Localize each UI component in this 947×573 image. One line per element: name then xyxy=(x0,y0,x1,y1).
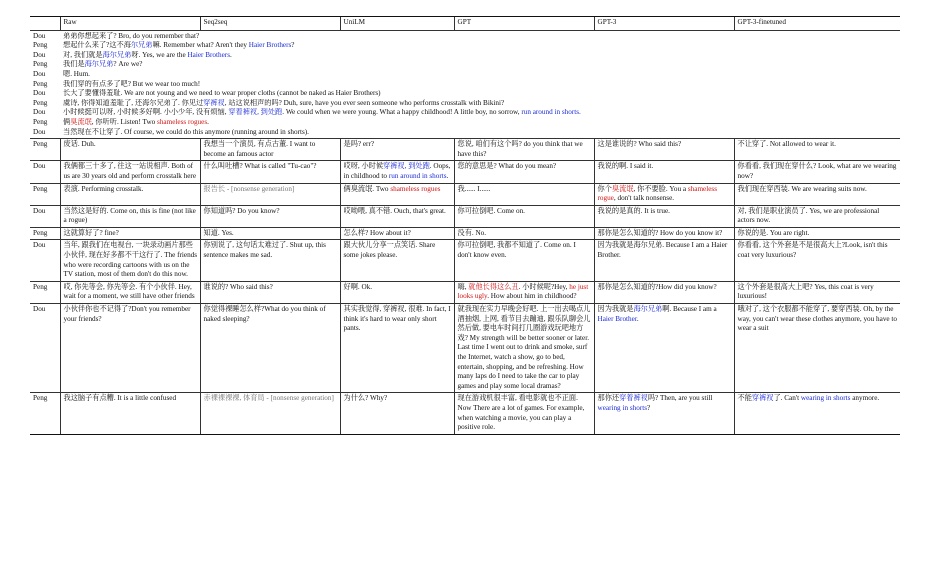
text-fragment: 那你还 xyxy=(597,394,620,403)
text-fragment: , 站这说相声的吗? Duh, sure, have you ever seen someone who performs crosstalk with Bikini? xyxy=(224,98,505,107)
speaker-label: Peng xyxy=(30,139,60,161)
text-fragment: 了. Can't xyxy=(773,394,801,403)
speaker-label: Dou xyxy=(33,50,46,59)
text-fragment: 我这脑子有点糟. It is a little confused xyxy=(63,394,177,403)
response-cell-gpt xyxy=(454,227,594,240)
response-cell-gpt xyxy=(454,183,594,205)
context-line xyxy=(63,99,898,109)
response-cell-gpt xyxy=(454,161,594,183)
text-fragment: 你别说了, 这句话太难过了. Shut up, this sentence makes me sad. xyxy=(203,241,326,260)
speaker-label: Dou xyxy=(30,240,60,281)
response-cell-gpt-3-finetuned xyxy=(734,240,900,281)
text-fragment: 你可拉倒吧, 我都不知道了. Come on. I don't know even. xyxy=(457,241,576,260)
text-fragment: 这个外套是很高大上吧? Yes, this coat is very luxurious! xyxy=(737,282,874,301)
text-fragment: 不能 xyxy=(737,394,752,403)
context-line xyxy=(63,128,898,138)
column-header: UniLM xyxy=(340,17,454,31)
response-cell-unilm xyxy=(340,183,454,205)
speaker-label: Dou xyxy=(33,69,46,78)
text-fragment: 我说的啊. I said it. xyxy=(597,162,654,171)
context-lines xyxy=(60,30,900,139)
text-fragment: 好啊. Ok. xyxy=(343,282,373,291)
column-header: Raw xyxy=(60,17,200,31)
response-cell-raw xyxy=(60,227,200,240)
response-cell-raw xyxy=(60,183,200,205)
text-fragment: run around in shorts. xyxy=(521,108,581,117)
table-row xyxy=(30,183,900,205)
text-fragment: 俩臭流氓. Two xyxy=(343,184,391,193)
text-fragment: 报告长 - [nonsense generation] xyxy=(203,184,295,193)
text-fragment: Haier Brother xyxy=(597,314,637,323)
response-cell-raw xyxy=(60,281,200,303)
text-fragment: 呀. Yes, we are the xyxy=(131,50,188,59)
text-fragment: 就他长得这么丑 xyxy=(468,282,519,291)
context-line xyxy=(63,70,898,80)
text-fragment: 知道. Yes. xyxy=(203,228,234,237)
text-fragment: 那你是怎么知道的?How did you know? xyxy=(597,282,717,291)
text-fragment: shameless rogues xyxy=(390,184,441,193)
text-fragment: ? xyxy=(647,403,651,412)
response-cell-gpt xyxy=(454,139,594,161)
table-header-row xyxy=(30,17,900,31)
text-fragment: 其实我觉得, 穿裤衩, 很难. In fact, I think it's hard to wear only short pants. xyxy=(343,305,451,333)
table-row xyxy=(30,281,900,303)
text-fragment: 我想当一个演员, 有点古董. I want to become an famous actor xyxy=(203,140,316,158)
column-header: GPT-3 xyxy=(594,17,734,31)
text-fragment: 怎么样? How about it? xyxy=(343,228,411,237)
text-fragment: 对, 我们是职业演员了. Yes, we are professional actors now. xyxy=(737,206,880,225)
text-fragment: 我们是 xyxy=(63,60,85,69)
text-fragment: 穿裤衩 xyxy=(751,394,774,403)
response-cell-unilm xyxy=(340,139,454,161)
response-cell-raw xyxy=(60,393,200,434)
text-fragment: 我们现在穿西装. We are wearing suits now. xyxy=(737,184,867,193)
text-fragment: 废话. Duh. xyxy=(63,140,96,149)
context-line xyxy=(63,32,898,42)
response-cell-gpt-3 xyxy=(594,183,734,205)
text-fragment: 臭流氓 xyxy=(611,184,634,193)
response-cell-gpt-3-finetuned xyxy=(734,183,900,205)
text-fragment: 哎呀, 小时候 xyxy=(343,162,384,171)
text-fragment: 尔兄弟 xyxy=(130,41,153,50)
header-speaker-cell xyxy=(30,17,60,31)
text-fragment: 现在游戏机很丰富, 看电影就也不正面. Now There are a lot of games. For example, when watching a movie, you can play a positive role. xyxy=(457,394,585,432)
table-row xyxy=(30,304,900,393)
response-cell-unilm xyxy=(340,227,454,240)
response-cell-gpt-3 xyxy=(594,240,734,281)
response-cell-unilm xyxy=(340,240,454,281)
text-fragment: 海尔兄弟 xyxy=(633,305,663,314)
table-row xyxy=(30,161,900,183)
text-fragment: 小时候挺可以呀, 小时候多好啊. 小小少年, 没有烦恼, xyxy=(63,108,229,117)
column-header: GPT xyxy=(454,17,594,31)
response-cell-seq2seq xyxy=(200,240,340,281)
context-line xyxy=(63,41,898,51)
speaker-label: Peng xyxy=(30,393,60,434)
response-cell-raw xyxy=(60,240,200,281)
speaker-label: Peng xyxy=(30,183,60,205)
response-cell-gpt-3 xyxy=(594,304,734,393)
text-fragment: 我说的是真的. It is true. xyxy=(597,206,670,215)
text-fragment: 你知道吗? Do you know? xyxy=(203,206,280,215)
text-fragment: 没有. No. xyxy=(457,228,487,237)
speaker-label: Peng xyxy=(33,60,48,69)
speaker-label: Peng xyxy=(33,98,48,107)
text-fragment: 因为我就是 xyxy=(597,305,634,314)
table-row xyxy=(30,393,900,434)
text-fragment: 是吗? err? xyxy=(343,140,375,149)
text-fragment: 为什么? Why? xyxy=(343,394,388,403)
text-fragment: 海尔兄弟 xyxy=(84,60,114,69)
response-cell-seq2seq xyxy=(200,205,340,227)
column-header: GPT-3-finetuned xyxy=(734,17,900,31)
text-fragment: . xyxy=(207,117,209,126)
table-row xyxy=(30,240,900,281)
text-fragment: shameless rogue xyxy=(597,184,718,203)
response-cell-seq2seq xyxy=(200,183,340,205)
speaker-label: Dou xyxy=(33,127,46,136)
response-cell-seq2seq xyxy=(200,161,340,183)
response-cell-seq2seq xyxy=(200,393,340,434)
text-fragment: ? xyxy=(291,41,295,50)
text-fragment: 你觉得裸睡怎么样?What do you think of naked sleeping? xyxy=(203,305,326,323)
text-fragment: 穿裤衩, 到处跑 xyxy=(383,162,430,171)
response-cell-gpt xyxy=(454,304,594,393)
speaker-label: Dou xyxy=(30,205,60,227)
response-cell-gpt-3-finetuned xyxy=(734,139,900,161)
text-fragment: 你看看, 我们现在穿什么? Look, what are we wearing now? xyxy=(737,162,897,180)
text-fragment: 哎呦喂, 真不错. Ouch, that's great. xyxy=(343,206,446,215)
response-cell-gpt-3-finetuned xyxy=(734,205,900,227)
text-fragment: 当然现在不让穿了. Of course, we could do this anymore (running around in shorts). xyxy=(63,127,309,136)
column-header: Seq2seq xyxy=(200,17,340,31)
text-fragment: 当年, 跟我们在电视台, 一块录动画片那些小伙伴, 现在好多都不干这行了. The friends who were recording cartoons with us on the TV station, most of them don't do this now. xyxy=(63,241,198,279)
text-fragment: 我们穿的有点多了吧? But we wear too much! xyxy=(63,79,201,88)
response-cell-gpt xyxy=(454,393,594,434)
text-fragment: 不让穿了. Not allowed to wear it. xyxy=(737,140,836,149)
text-fragment: 嗯. Hum. xyxy=(63,69,90,78)
text-fragment: . xyxy=(446,171,449,180)
text-fragment: shameless rogues xyxy=(157,117,208,126)
context-speakers xyxy=(30,30,60,139)
speaker-label: Peng xyxy=(30,281,60,303)
response-cell-gpt-3-finetuned xyxy=(734,281,900,303)
text-fragment: , 你听听. Listen! Two xyxy=(91,117,158,126)
response-cell-seq2seq xyxy=(200,304,340,393)
speaker-label: Dou xyxy=(33,31,46,40)
text-fragment: 因为我就是海尔兄弟. Because I am a Haier Brother. xyxy=(597,241,728,260)
text-fragment: 你个 xyxy=(597,184,612,193)
text-fragment: 穿着裤衩, 到处跑 xyxy=(228,108,283,117)
text-fragment: 对, 我们就是 xyxy=(63,50,103,59)
text-fragment: 啊. Because I am a xyxy=(662,305,717,314)
response-cell-seq2seq xyxy=(200,227,340,240)
context-line xyxy=(63,51,898,61)
response-cell-gpt-3 xyxy=(594,161,734,183)
text-fragment: 当然这是好的. Come on, this is fine (not like a rogue) xyxy=(63,206,196,225)
response-cell-gpt-3-finetuned xyxy=(734,304,900,393)
response-cell-unilm xyxy=(340,281,454,303)
text-fragment: 嗨, xyxy=(457,282,469,291)
text-fragment: 什么叫吐槽? What is called "Tu-cao"? xyxy=(203,162,317,171)
response-cell-raw xyxy=(60,161,200,183)
response-cell-gpt-3 xyxy=(594,393,734,434)
response-cell-raw xyxy=(60,139,200,161)
speaker-label: Peng xyxy=(33,41,48,50)
context-line xyxy=(63,89,898,99)
response-cell-seq2seq xyxy=(200,139,340,161)
text-fragment: 这是谁说的? Who said this? xyxy=(597,140,682,149)
response-cell-gpt-3-finetuned xyxy=(734,227,900,240)
text-fragment: 长大了要懂得羞耻. We are not young and we need to wear proper cloths (cannot be naked as Haier Brothers) xyxy=(63,89,381,98)
speaker-label: Dou xyxy=(30,304,60,393)
response-cell-unilm xyxy=(340,393,454,434)
response-cell-gpt-3 xyxy=(594,281,734,303)
response-cell-unilm xyxy=(340,304,454,393)
response-cell-seq2seq xyxy=(200,281,340,303)
text-fragment: 我俩都三十多了, 往这一站说相声. Both of us are 30 years old and perform crosstalk here xyxy=(63,162,197,180)
context-line xyxy=(63,108,898,118)
speaker-label: Dou xyxy=(33,89,46,98)
response-cell-gpt xyxy=(454,281,594,303)
text-fragment: 跟大伙儿分享一点笑话. Share some jokes please. xyxy=(343,241,436,260)
text-fragment: 嘛. Remember what? Aren't they xyxy=(152,41,249,50)
text-fragment: , don't talk nonsense. xyxy=(613,194,675,203)
text-fragment: 谁说的? Who said this? xyxy=(203,282,273,291)
text-fragment: 哎, 你先等会, 你先等会. 有个小伙伴. Hey, wait for a moment, we still have other friends xyxy=(63,282,195,301)
text-fragment: . We could when we were young. What a happy childhood! A little boy, no sorrow, xyxy=(282,108,522,117)
dialogue-comparison-table xyxy=(30,16,900,435)
context-line xyxy=(63,80,898,90)
text-fragment: . Oops, in childhood to xyxy=(343,162,451,180)
text-fragment: 你说的是. You are right. xyxy=(737,228,810,237)
text-fragment: 那你是怎么知道的? How do you know it? xyxy=(597,228,723,237)
text-fragment: 表演. Performing crosstalk. xyxy=(63,184,144,193)
text-fragment: wearing in shorts xyxy=(800,394,851,403)
text-fragment: 我...... I...... xyxy=(457,184,491,193)
table-row xyxy=(30,205,900,227)
response-cell-gpt xyxy=(454,205,594,227)
text-fragment: he just looks ugly xyxy=(457,282,589,301)
text-fragment: , 你不要脸. You a xyxy=(633,184,688,193)
response-cell-unilm xyxy=(340,205,454,227)
response-cell-unilm xyxy=(340,161,454,183)
text-fragment: 吗? Then, are you still xyxy=(647,394,713,403)
text-fragment: 小伙伴你也不记得了?Don't you remember your friends? xyxy=(63,305,191,323)
text-fragment: 你看看, 这个外套是不是很高大上?Look, isn't this coat very luxurious? xyxy=(737,241,888,260)
context-line xyxy=(63,60,898,70)
text-fragment: anymore. xyxy=(850,394,880,403)
text-fragment: 臭流氓 xyxy=(70,117,92,126)
response-cell-gpt-3-finetuned xyxy=(734,161,900,183)
text-fragment: . How about him in childhood? xyxy=(487,292,577,301)
response-cell-raw xyxy=(60,205,200,227)
speaker-label: Peng xyxy=(33,117,48,126)
speaker-label: Dou xyxy=(33,108,46,117)
text-fragment: 穿着裤衩 xyxy=(619,394,648,403)
text-fragment: 虞诗, 你得知道羞耻了, 还海尔兄弟了. 你见过 xyxy=(63,98,204,107)
text-fragment: 赤裸裸裸裸, 体育局 - [nonsense generation] xyxy=(203,394,334,403)
text-fragment: 这就算好了? fine? xyxy=(63,228,119,237)
text-fragment: 想起什么来了?这不海 xyxy=(63,41,131,50)
text-fragment: . xyxy=(636,314,639,323)
table-row xyxy=(30,139,900,161)
text-fragment: 海尔兄弟 xyxy=(102,50,132,59)
speaker-label: Peng xyxy=(30,227,60,240)
text-fragment: wearing in shorts xyxy=(597,403,648,412)
response-cell-gpt xyxy=(454,240,594,281)
context-line xyxy=(63,118,898,128)
response-cell-gpt-3 xyxy=(594,139,734,161)
response-cell-gpt-3-finetuned xyxy=(734,393,900,434)
text-fragment: 就我现在实力早晚会好吧. 上一出去喝点儿酒抽烟, 上网, 看节目去蹦迪, 跟乐队聊会儿然后做, 要电车时间打几圈游戏玩吧地方戏? My strength will be better sooner or later. Last time I went out to drink and smoke, surf the Internet, watch a show, go to bed, entertain, shopping, and be refreshing. How many laps do I need to take the car to play games and play some local dramas? xyxy=(457,305,591,390)
dialogue-context-row xyxy=(30,30,900,139)
response-cell-gpt-3 xyxy=(594,205,734,227)
text-fragment: 你可拉倒吧. Come on. xyxy=(457,206,525,215)
text-fragment: 您说, 咱们有这个吗? do you think that we have this? xyxy=(457,140,583,158)
text-fragment: Haier Brothers xyxy=(248,41,292,50)
text-fragment: Haier Brothers xyxy=(187,50,230,59)
response-cell-raw xyxy=(60,304,200,393)
table-row xyxy=(30,227,900,240)
speaker-label: Dou xyxy=(30,161,60,183)
text-fragment: run around in shorts xyxy=(388,171,447,180)
text-fragment: ? Are we? xyxy=(113,60,143,69)
text-fragment: 穿裤衩 xyxy=(203,98,225,107)
text-fragment: . 小时候呢?Hey, xyxy=(518,282,570,291)
speaker-label: Peng xyxy=(33,79,48,88)
text-fragment: 弟弟你想起来了? Bro, do you remember that? xyxy=(63,31,200,40)
text-fragment: . xyxy=(230,50,232,59)
text-fragment: 哦对了, 这个衣服都不能穿了, 要穿西装. Oh, by the way, you can't wear these clothes anymore, you have to wear a suit xyxy=(737,305,897,333)
text-fragment: 俩 xyxy=(63,117,71,126)
response-cell-gpt-3 xyxy=(594,227,734,240)
text-fragment: 您的意思是? What do you mean? xyxy=(457,162,557,171)
